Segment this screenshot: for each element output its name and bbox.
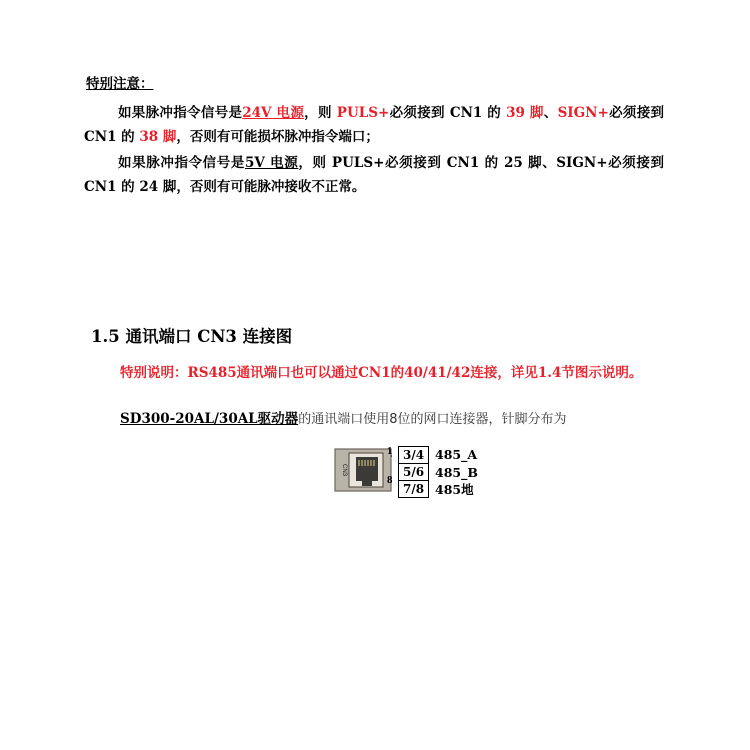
description <box>120 407 566 427</box>
table-row <box>399 481 429 498</box>
paragraph-24v <box>84 101 664 149</box>
highlight-pin38: 38 脚 <box>139 129 177 145</box>
highlight-5v: 5V 电源 <box>245 155 299 171</box>
highlight-pin39: 39 脚 <box>506 105 544 121</box>
paragraph-5v <box>84 151 664 199</box>
highlight-puls: PULS+ <box>336 105 390 121</box>
text: 必须接到 CN1 的 <box>389 105 502 121</box>
text: ，则 <box>304 105 332 121</box>
drive-model: SD300-20AL/30AL驱动器 <box>120 411 299 427</box>
description-text: 的通讯端口使用8位的网口连接器，针脚分布为 <box>298 412 567 427</box>
rj45-connector-icon <box>334 448 392 492</box>
text: 如果脉冲指令信号是 <box>118 105 243 121</box>
pin-cell: 3/4 <box>399 447 429 464</box>
signal-name: 485_A <box>435 447 478 462</box>
note-heading: 特别注意： <box>86 76 154 92</box>
signal-list <box>435 446 478 499</box>
text: 必须接到 CN1 的 <box>84 105 665 145</box>
connector-label: CN3 <box>341 463 347 477</box>
pin-last-label: 8 <box>387 474 393 486</box>
signal-name: 485地 <box>435 482 474 497</box>
special-note: 特别说明：RS485通讯端口也可以通过CN1的40/41/42连接，详见1.4节图示说明。 <box>120 365 643 381</box>
text: 如果脉冲指令信号是 <box>118 155 245 171</box>
pin-cell: 5/6 <box>399 464 429 481</box>
table-row <box>399 447 429 464</box>
text: ，否则有可能损坏脉冲指令端口； <box>176 129 379 145</box>
pin-first-label: 1 <box>387 445 393 457</box>
highlight-24v: 24V 电源 <box>242 105 305 121</box>
text: 、 <box>543 105 558 121</box>
signal-name: 485_B <box>435 464 478 480</box>
pin-table <box>398 446 429 498</box>
table-row <box>399 464 429 481</box>
text: ，则 PULS+必须接到 CN1 的 25 脚、SIGN+必须接到 CN1 的 24 脚，否则有可能脉冲接收不正常。 <box>84 155 664 195</box>
section-title: 1.5 通讯端口 CN3 连接图 <box>91 327 293 346</box>
pin-cell: 7/8 <box>399 481 429 498</box>
highlight-sign: SIGN+ <box>557 105 609 121</box>
